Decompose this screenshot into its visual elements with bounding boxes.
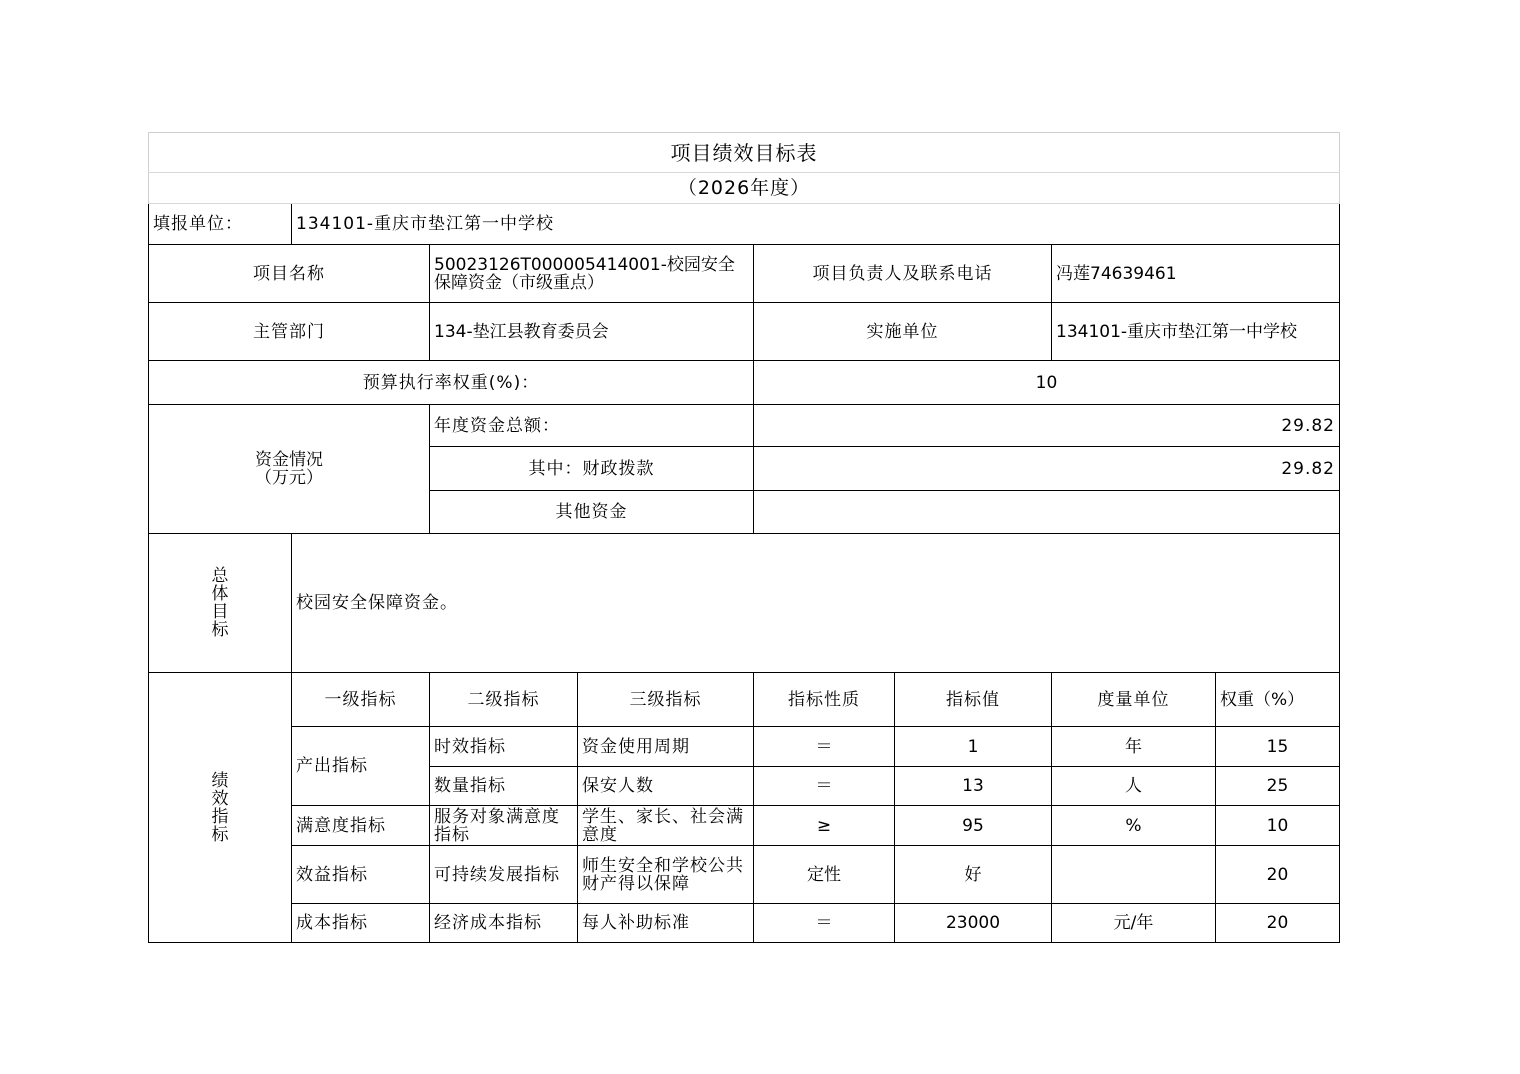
header-unit: 度量单位: [1052, 673, 1216, 727]
row-unit: %: [1052, 806, 1216, 846]
row-l3: 每人补助标准: [578, 904, 754, 943]
row-value: 13: [895, 767, 1052, 806]
impl-value: 134101-重庆市垫江第一中学校: [1052, 303, 1340, 361]
funds-fiscal-value: 29.82: [754, 447, 1340, 491]
row-weight: 10: [1216, 806, 1340, 846]
row-value: 95: [895, 806, 1052, 846]
funds-total-value: 29.82: [754, 405, 1340, 447]
row-l2: 服务对象满意度指标: [430, 806, 578, 846]
performance-target-sheet: [148, 132, 1339, 943]
row-unit: 年: [1052, 727, 1216, 767]
row-value: 1: [895, 727, 1052, 767]
unit-label: 填报单位：: [149, 204, 292, 245]
row-weight: 20: [1216, 846, 1340, 904]
funds-label: 资金情况（万元）: [149, 405, 430, 534]
project-name-value: 50023126T000005414001-校园安全保障资金（市级重点）: [430, 245, 754, 303]
row-nature: ≥: [754, 806, 895, 846]
row-nature: ＝: [754, 727, 895, 767]
row-nature: ＝: [754, 767, 895, 806]
project-name-label: 项目名称: [149, 245, 430, 303]
header-nature: 指标性质: [754, 673, 895, 727]
row-l3: 师生安全和学校公共财产得以保障: [578, 846, 754, 904]
funds-other-value: [754, 491, 1340, 534]
header-l1: 一级指标: [292, 673, 430, 727]
perf-label: 绩效指标: [211, 770, 229, 845]
funds-other-label: 其他资金: [430, 491, 754, 534]
dept-label: 主管部门: [149, 303, 430, 361]
funds-fiscal-label: 其中：财政拨款: [430, 447, 754, 491]
row-weight: 15: [1216, 727, 1340, 767]
header-value: 指标值: [895, 673, 1052, 727]
goal-text: 校园安全保障资金。: [292, 534, 1340, 673]
contact-label: 项目负责人及联系电话: [754, 245, 1052, 303]
unit-value: 134101-重庆市垫江第一中学校: [292, 204, 1340, 245]
row-l2: 时效指标: [430, 727, 578, 767]
budget-weight-value: 10: [754, 361, 1340, 405]
row-l1: 满意度指标: [292, 806, 430, 846]
table-row: [149, 806, 1340, 846]
row-l2: 可持续发展指标: [430, 846, 578, 904]
sheet-subtitle: （2026年度）: [149, 173, 1340, 204]
row-l3: 学生、家长、社会满意度: [578, 806, 754, 846]
row-unit: 人: [1052, 767, 1216, 806]
row-l1: 成本指标: [292, 904, 430, 943]
impl-label: 实施单位: [754, 303, 1052, 361]
row-l3: 资金使用周期: [578, 727, 754, 767]
row-l1: 效益指标: [292, 846, 430, 904]
dept-value: 134-垫江县教育委员会: [430, 303, 754, 361]
table-row: [149, 846, 1340, 904]
goal-label-cell: [149, 534, 292, 673]
row-l1: 产出指标: [292, 727, 430, 806]
header-weight: 权重（%）: [1216, 673, 1340, 727]
goal-label: 总体目标: [211, 566, 229, 640]
header-l2: 二级指标: [430, 673, 578, 727]
row-l3: 保安人数: [578, 767, 754, 806]
perf-label-cell: [149, 673, 292, 943]
row-value: 好: [895, 846, 1052, 904]
row-value: 23000: [895, 904, 1052, 943]
contact-value: 冯莲74639461: [1052, 245, 1340, 303]
sheet-title: 项目绩效目标表: [149, 133, 1340, 173]
row-unit: 元/年: [1052, 904, 1216, 943]
funds-total-label: 年度资金总额：: [430, 405, 754, 447]
performance-table: [148, 132, 1340, 943]
budget-weight-label: 预算执行率权重(%)：: [149, 361, 754, 405]
row-unit: [1052, 846, 1216, 904]
row-weight: 20: [1216, 904, 1340, 943]
row-l2: 数量指标: [430, 767, 578, 806]
header-l3: 三级指标: [578, 673, 754, 727]
row-nature: 定性: [754, 846, 895, 904]
table-row: [149, 904, 1340, 943]
row-weight: 25: [1216, 767, 1340, 806]
table-row: [149, 727, 1340, 767]
row-l2: 经济成本指标: [430, 904, 578, 943]
row-nature: ＝: [754, 904, 895, 943]
